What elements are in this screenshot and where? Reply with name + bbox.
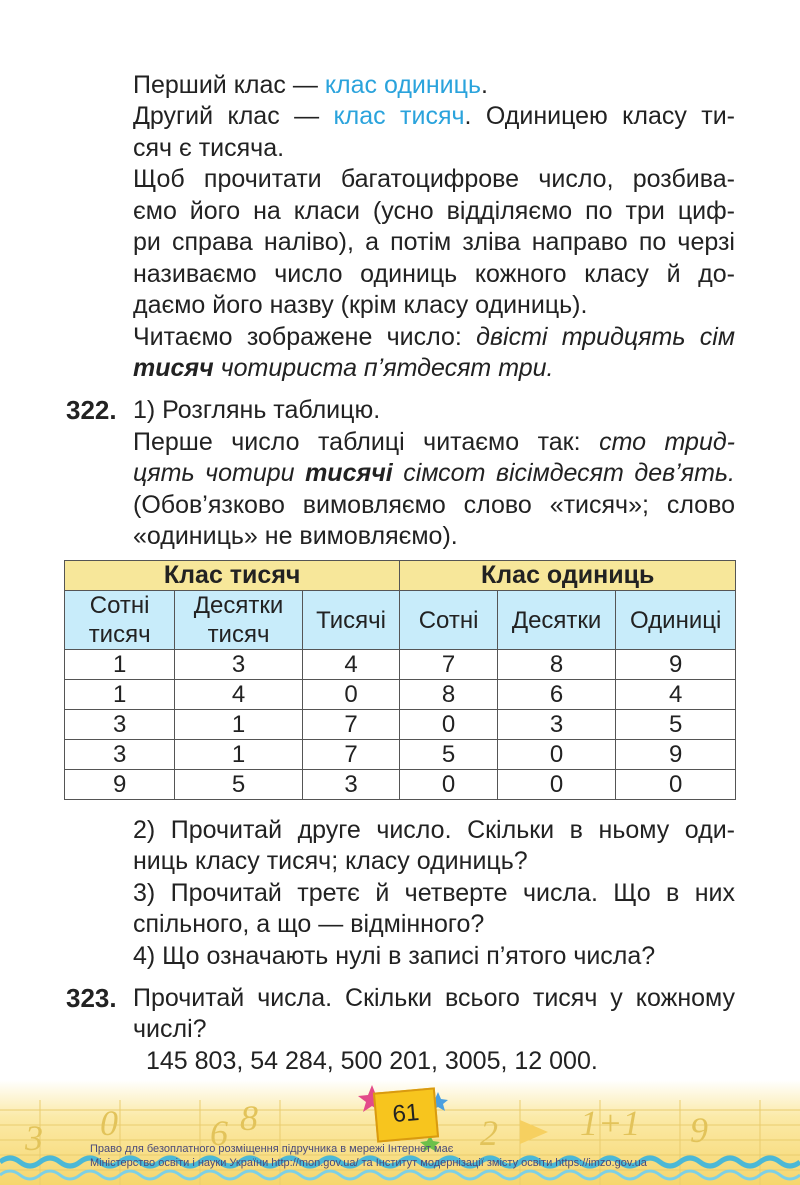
col-hundreds: Сотні [400, 591, 497, 650]
group-thousands: Клас тисяч [65, 561, 400, 591]
col-tens: Десятки [497, 591, 616, 650]
task-line: цять чотири тисячі сімсот вісімдесят дев’ять. [133, 459, 735, 487]
group-units: Клас одиниць [400, 561, 736, 591]
task-line: числі? [133, 1015, 207, 1043]
svg-text:8: 8 [240, 1098, 258, 1138]
table-cell: 4 [616, 680, 736, 710]
task-line: 1) Розглянь таблицю. [133, 396, 381, 424]
table-row [65, 650, 736, 680]
table-cell: 1 [175, 740, 302, 770]
table-cell: 9 [616, 650, 736, 680]
intro-line: Другий клас — клас тисяч. Одиницею класу ти- [133, 102, 735, 130]
table-cell: 8 [400, 680, 497, 710]
rule-line: Щоб прочитати багатоцифрове число, розбива- [133, 165, 735, 193]
table-cell: 8 [497, 650, 616, 680]
table-cell: 9 [616, 740, 736, 770]
table-cell: 7 [302, 740, 400, 770]
table-cell: 0 [302, 680, 400, 710]
table-row [65, 710, 736, 740]
table-group-header [65, 561, 736, 591]
rule-line: даємо його назву (крім класу одиниць). [133, 291, 588, 319]
question-line: 3) Прочитай третє й четверте числа. Що в них [133, 879, 735, 907]
table-cell: 3 [65, 710, 175, 740]
table-cell: 1 [175, 710, 302, 740]
table-row [65, 740, 736, 770]
table-cell: 5 [175, 770, 302, 800]
intro-line: сяч є тисяча. [133, 134, 285, 162]
numbers-list: 145 803, 54 284, 500 201, 3005, 12 000. [146, 1047, 598, 1075]
svg-text:0: 0 [100, 1103, 118, 1143]
svg-text:6: 6 [210, 1113, 228, 1153]
table-row [65, 770, 736, 800]
table-cell: 4 [175, 680, 302, 710]
table-cell: 7 [302, 710, 400, 740]
example-line: тисяч чотириста п’ятдесят три. [133, 354, 554, 382]
intro-line: Перший клас — клас одиниць. [133, 71, 488, 99]
table-cell: 5 [616, 710, 736, 740]
task-line: Перше число таблиці читаємо так: сто трид- [133, 428, 736, 456]
table-cell: 0 [400, 710, 497, 740]
table-cell: 1 [65, 650, 175, 680]
table-cell: 7 [400, 650, 497, 680]
rule-line: називаємо число одиниць кожного класу й до- [133, 260, 735, 288]
svg-text:1+1: 1+1 [580, 1103, 641, 1143]
table-cell: 4 [302, 650, 400, 680]
task-line: (Обов’язково вимовляємо слово «тисяч»; слово [133, 491, 735, 519]
col-thousands: Тисячі [302, 591, 400, 650]
table-cell: 6 [497, 680, 616, 710]
page-number: 61 [373, 1087, 439, 1142]
table-cell: 9 [65, 770, 175, 800]
table-row [65, 680, 736, 710]
question-line: спільного, а що — відмінного? [133, 910, 485, 938]
table-cell: 3 [175, 650, 302, 680]
table-cell: 0 [497, 770, 616, 800]
table-column-header [65, 591, 736, 650]
term-units-class: клас одиниць [324, 71, 481, 99]
rule-line: ри справа наліво), а потім зліва направо по черзі [133, 228, 735, 256]
term-thousands-class: клас тисяч [333, 102, 465, 130]
svg-text:9: 9 [690, 1110, 708, 1150]
task-line: «одиниць» не вимовляємо). [133, 522, 458, 550]
task-number-322: 322. [66, 395, 117, 425]
question-line: 4) Що означають нулі в записі п’ятого числа? [133, 942, 656, 970]
task-number-323: 323. [66, 983, 117, 1013]
col-ones: Одиниці [616, 591, 736, 650]
table-cell: 0 [400, 770, 497, 800]
table-cell: 3 [302, 770, 400, 800]
rule-line: ємо його на класи (усно відділяємо по три циф- [133, 197, 735, 225]
col-hundreds-thousands: Сотні тисяч [65, 591, 175, 650]
copyright-line: Міністерство освіти і науки України http://mon.gov.ua/ та Інститут модернізації змісту освіти https://imzo.gov.ua [90, 1157, 647, 1169]
task-line: Прочитай числа. Скільки всього тисяч у кожному [133, 984, 735, 1012]
question-line: 2) Прочитай друге число. Скільки в ньому оди- [133, 816, 735, 844]
copyright-line: Право для безоплатного розміщення підручника в мережі Інтернет має [90, 1143, 454, 1155]
svg-text:3: 3 [25, 1118, 43, 1158]
col-tens-thousands: Десятки тисяч [175, 591, 302, 650]
place-value-table [64, 560, 736, 800]
table-cell: 0 [616, 770, 736, 800]
table-cell: 5 [400, 740, 497, 770]
question-line: ниць класу тисяч; класу одиниць? [133, 847, 528, 875]
table-cell: 1 [65, 680, 175, 710]
table-cell: 3 [65, 740, 175, 770]
table-cell: 0 [497, 740, 616, 770]
svg-text:2: 2 [480, 1113, 498, 1153]
example-line: Читаємо зображене число: двісті тридцять сім [133, 323, 735, 351]
table-cell: 3 [497, 710, 616, 740]
